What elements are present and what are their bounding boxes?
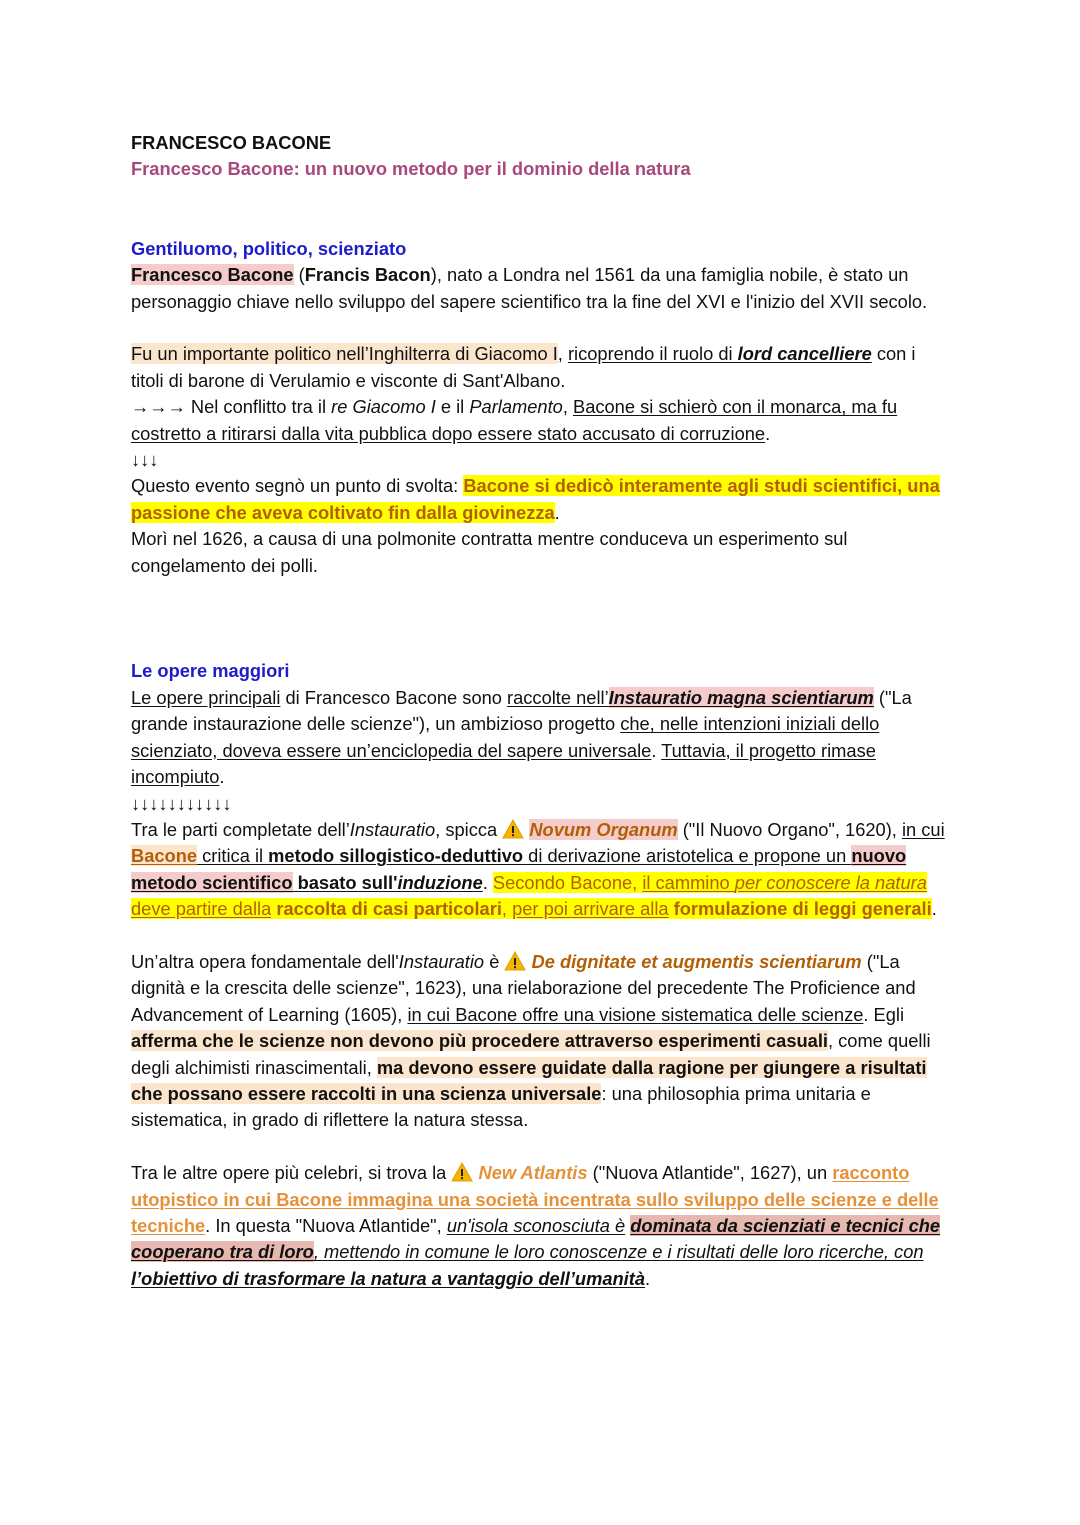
paragraph-intro: Francesco Bacone (Francis Bacon), nato a Londra nel 1561 da una famiglia nobile, è stato un personaggio chiave nello sviluppo del sapere scientifico tra la fine del XVI e l'inizio del XVII secolo. [131, 264, 928, 312]
page-title: FRANCESCO BACONE [131, 132, 332, 153]
page-subtitle: Francesco Bacone: un nuovo metodo per il dominio della natura [131, 158, 691, 180]
arrows-down-2: ↓↓↓↓↓↓↓↓↓↓↓ [131, 792, 232, 814]
paragraph-de-dignitate: Un’altra opera fondamentale dell'Instauratio è De dignitate et augmentis scientiarum ("La dignità e la crescita delle scienze", 1623), una rielaborazione del precedente The Proficience and Advancement of Learning (1605), in cui Bacone offre una visione sistematica delle scienze. Egli afferma che le scienze non devono più procedere attraverso esperimenti casuali, come quelli degli alchimisti rinascimentali, ma devono essere guidate dalla ragione per giungere a risultati che possano essere raccolti in una scienza universale: una philosophia prima unitaria e sistematica, in grado di riflettere la natura stessa. [131, 950, 931, 1131]
arrows-right: →→→ [131, 396, 186, 418]
paragraph-novum-organum: Tra le parti completate dell’Instauratio, spicca Novum Organum ("Il Nuovo Organo", 1620), in cui Bacone critica il metodo sillogistico-deduttivo di derivazione aristotelica e propone un nuovo metodo scientifico basato sull'induzione. Secondo Bacone, il cammino per conoscere la natura deve partire dalla raccolta di casi particolari, per poi arrivare alla formulazione di leggi generali. [131, 818, 945, 920]
paragraph-death: Morì nel 1626, a causa di una polmonite contratta mentre conduceva un esperimento sul congelamento dei polli. [131, 528, 848, 576]
section-heading-works: Le opere maggiori [131, 660, 290, 682]
instauratio-title: Instauratio magna scientiarum [608, 686, 874, 708]
warning-icon [502, 819, 524, 839]
warning-icon [504, 951, 526, 971]
paragraph-turning-point: Questo evento segnò un punto di svolta: Bacone si dedicò interamente agli studi scientifici, una passione che aveva coltivato fin dalla giovinezza. [131, 475, 940, 523]
name-bold: Francesco Bacone [131, 264, 294, 286]
paragraph-conflict: →→→ Nel conflitto tra il re Giacomo I e il Parlamento, Bacone si schierò con il monarca, ma fu costretto a ritirarsi dalla vita pubblica dopo essere stato accusato di corruzione. [131, 396, 898, 444]
section-heading-biography: Gentiluomo, politico, scienziato [131, 237, 407, 259]
paragraph-instauratio: Le opere principali di Francesco Bacone sono raccolte nell’Instauratio magna scientiarum ("La grande instaurazione delle scienze"), un ambizioso progetto che, nelle intenzioni iniziali dello scienziato, doveva essere un’enciclopedia del sapere universale. Tuttavia, il progetto rimase incompiuto. [131, 686, 912, 788]
novum-organum-title: Novum Organum [529, 818, 678, 840]
paragraph-politics: Fu un importante politico nell’Inghilterra di Giacomo I, ricoprendo il ruolo di lord cancelliere con i titoli di barone di Verulamio e visconte di Sant'Albano. [131, 343, 916, 391]
english-name: Francis Bacon [304, 264, 431, 286]
paragraph-new-atlantis: Tra le altre opere più celebri, si trova la New Atlantis ("Nuova Atlantide", 1627), un racconto utopistico in cui Bacone immagina una società incentrata sullo sviluppo delle scienze e delle tecniche. In questa "Nuova Atlantide", un'isola sconosciuta è dominata da scienziati e tecnici che cooperano tra di loro, mettendo in comune le loro conoscenze e i risultati delle loro ricerche, con l’obiettivo di trasformare la natura a vantaggio dell’umanità. [131, 1162, 941, 1289]
new-atlantis-title: New Atlantis [478, 1162, 588, 1184]
warning-icon [451, 1162, 473, 1182]
document-page [131, 130, 951, 1292]
de-dignitate-title: De dignitate et augmentis scientiarum [531, 950, 862, 972]
arrows-down-1: ↓↓↓ [131, 449, 159, 471]
